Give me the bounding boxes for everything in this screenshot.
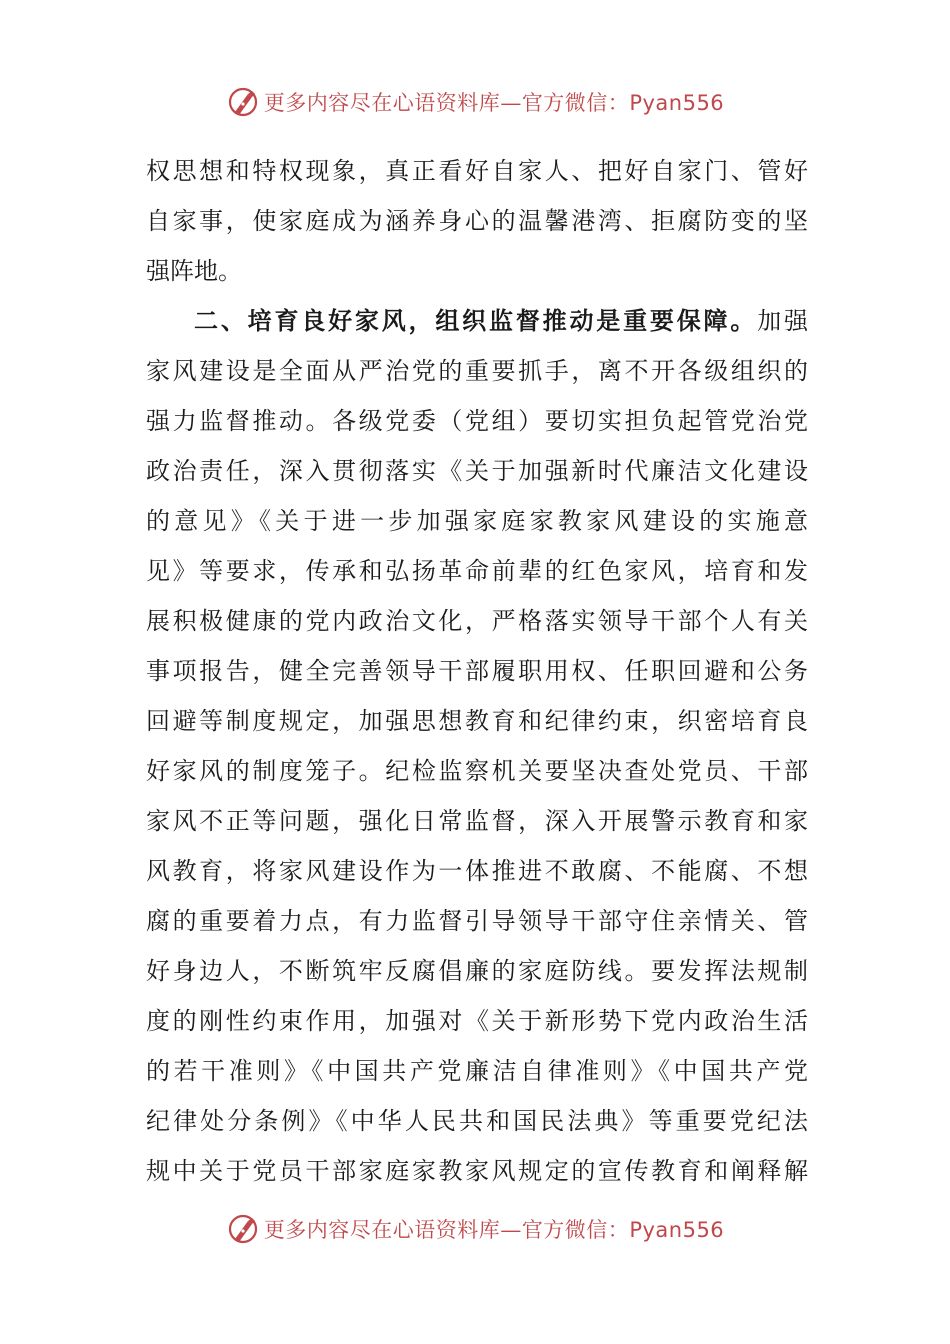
banner-site-text: 更多内容尽在心语资料库: [263, 1218, 501, 1242]
text-line: 事项报告，健全完善领导干部履职用权、任职回避和公务: [146, 657, 808, 685]
text-line: 家风建设是全面从严治党的重要抓手，离不开各级组织的: [146, 357, 808, 385]
banner-text: [264, 1214, 724, 1244]
footer-banner: [0, 1209, 950, 1249]
text-line: 好家风的制度笼子。纪检监察机关要坚决查处党员、干部: [146, 757, 808, 785]
text-line: 纪律处分条例》《中华人民共和国民法典》等重要党纪法: [146, 1107, 808, 1135]
paragraph-2: [146, 296, 808, 1196]
text-line: 的若干准则》《中国共产党廉洁自律准则》《中国共产党: [146, 1057, 808, 1085]
text-line: 的意见》《关于进一步加强家庭家教家风建设的实施意: [146, 507, 808, 535]
text-line: 展积极健康的党内政治文化，严格落实领导干部个人有关: [146, 607, 808, 635]
text-line: 风教育，将家风建设作为一体推进不敢腐、不能腐、不想: [146, 857, 808, 885]
text-line: 好身边人，不断筑牢反腐倡廉的家庭防线。要发挥法规制: [146, 957, 808, 985]
text-line: 度的刚性约束作用，加强对《关于新形势下党内政治生活: [146, 1007, 808, 1035]
banner-dash: —: [500, 91, 522, 115]
text-line: 规中关于党员干部家庭家教家风规定的宣传教育和阐释解: [146, 1157, 808, 1185]
text-line: 强力监督推动。各级党委（党组）要切实担负起管党治党: [146, 407, 808, 435]
banner-wechat-label: 官方微信：: [521, 91, 630, 115]
pen-nib-logo-icon: [226, 85, 260, 119]
pen-nib-logo-icon: [226, 1212, 260, 1246]
text-line: 强阵地。: [146, 257, 242, 285]
text-line: 权思想和特权现象，真正看好自家人、把好自家门、管好: [146, 157, 808, 185]
text-line: [146, 296, 808, 346]
text-line: 家风不正等问题，强化日常监督，深入开展警示教育和家: [146, 807, 808, 835]
paragraph-1: [146, 146, 808, 296]
document-body: [146, 146, 808, 1196]
section-heading: 二、培育良好家风，组织监督推动是重要保障。: [194, 307, 758, 335]
banner-wechat-id: Pyan556: [629, 91, 725, 115]
banner-wechat-label: 官方微信：: [521, 1218, 630, 1242]
text-line: 自家事，使家庭成为涵养身心的温馨港湾、拒腐防变的坚: [146, 207, 808, 235]
banner-wechat-id: Pyan556: [629, 1218, 725, 1242]
text-line: 政治责任，深入贯彻落实《关于加强新时代廉洁文化建设: [146, 457, 808, 485]
text-line: 回避等制度规定，加强思想教育和纪律约束，织密培育良: [146, 707, 808, 735]
banner-site-text: 更多内容尽在心语资料库: [263, 91, 501, 115]
banner-text: [264, 87, 724, 117]
heading-trailing-text: 加强: [757, 307, 808, 335]
text-line: 腐的重要着力点，有力监督引导领导干部守住亲情关、管: [146, 907, 808, 935]
text-line: 见》等要求，传承和弘扬革命前辈的红色家风，培育和发: [146, 557, 808, 585]
banner-dash: —: [500, 1218, 522, 1242]
header-banner: [0, 82, 950, 122]
